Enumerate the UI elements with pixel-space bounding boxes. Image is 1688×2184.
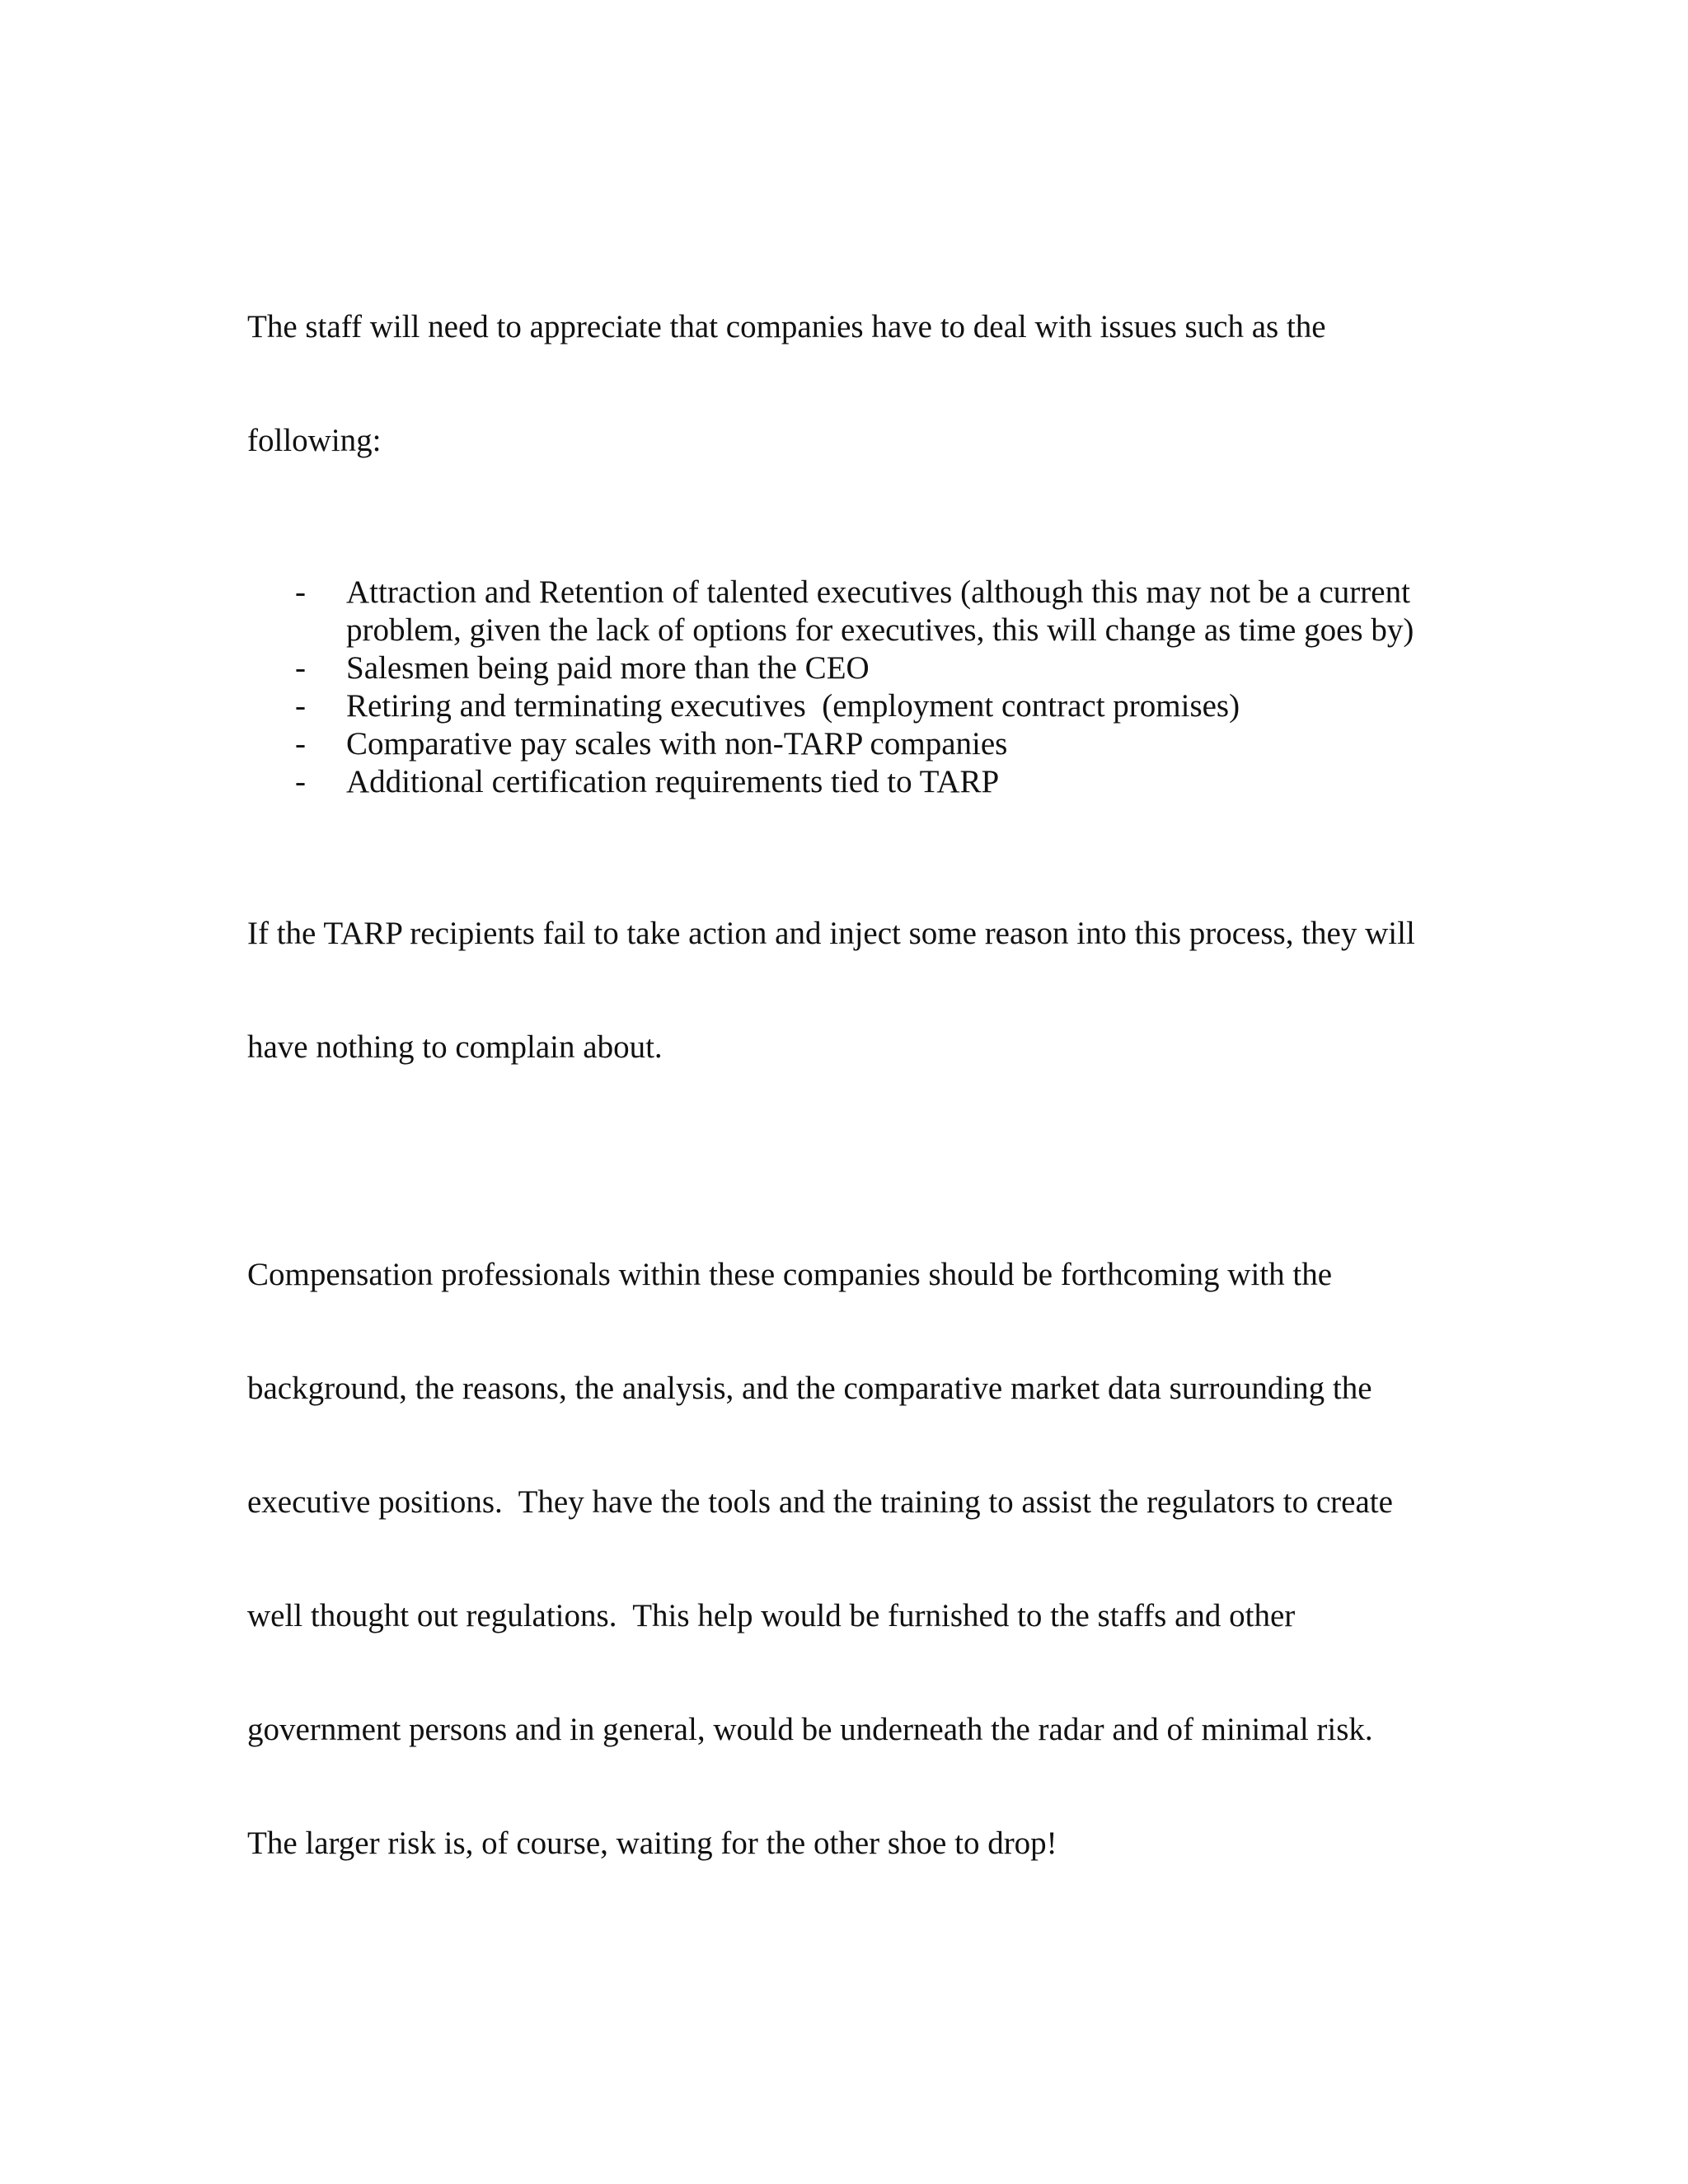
text-line: The larger risk is, of course, waiting for the other shoe to drop! [247, 1825, 1057, 1861]
list-item [247, 763, 1442, 801]
text-line: executive positions. They have the tools and the training to assist the regulators to create [247, 1484, 1393, 1520]
text-line: Attraction and Retention of talented executives (although this may not be a current [346, 574, 1410, 610]
list-item [247, 725, 1442, 763]
paragraph-spacer [247, 536, 1442, 574]
list-item [247, 574, 1442, 649]
text-line: government persons and in general, would be underneath the radar and of minimal risk. [247, 1712, 1373, 1747]
list-item [247, 649, 1442, 687]
text-line: following: [247, 423, 382, 458]
text-line: If the TARP recipients fail to take action and inject some reason into this process, they will [247, 916, 1415, 951]
text-line: The staff will need to appreciate that companies have to deal with issues such as the [247, 309, 1326, 344]
text-line: Comparative pay scales with non-TARP companies [346, 726, 1008, 762]
bullet-dash: - [295, 688, 306, 724]
text-line: Retiring and terminating executives (employment contract promises) [346, 688, 1240, 724]
bullet-dash: - [295, 764, 306, 799]
tarp-recipients-paragraph [247, 839, 1442, 1142]
document-body [247, 232, 1442, 1938]
issues-list [247, 574, 1442, 801]
text-line: Salesmen being paid more than the CEO [346, 650, 870, 686]
paragraph-spacer [247, 801, 1442, 839]
text-line: Compensation professionals within these companies should be forthcoming with the [247, 1257, 1333, 1292]
bullet-dash: - [295, 574, 306, 610]
bullet-dash: - [295, 650, 306, 686]
text-line: Additional certification requirements tied to TARP [346, 764, 1000, 799]
list-item [247, 687, 1442, 725]
compensation-paragraph [247, 1180, 1442, 1938]
text-line: problem, given the lack of options for executives, this will change as time goes by) [346, 612, 1414, 648]
intro-paragraph [247, 232, 1442, 536]
text-line: background, the reasons, the analysis, and the comparative market data surrounding the [247, 1371, 1372, 1406]
paragraph-spacer [247, 1142, 1442, 1180]
text-line: have nothing to complain about. [247, 1029, 663, 1065]
text-line: well thought out regulations. This help would be furnished to the staffs and other [247, 1598, 1296, 1633]
bullet-dash: - [295, 726, 306, 762]
